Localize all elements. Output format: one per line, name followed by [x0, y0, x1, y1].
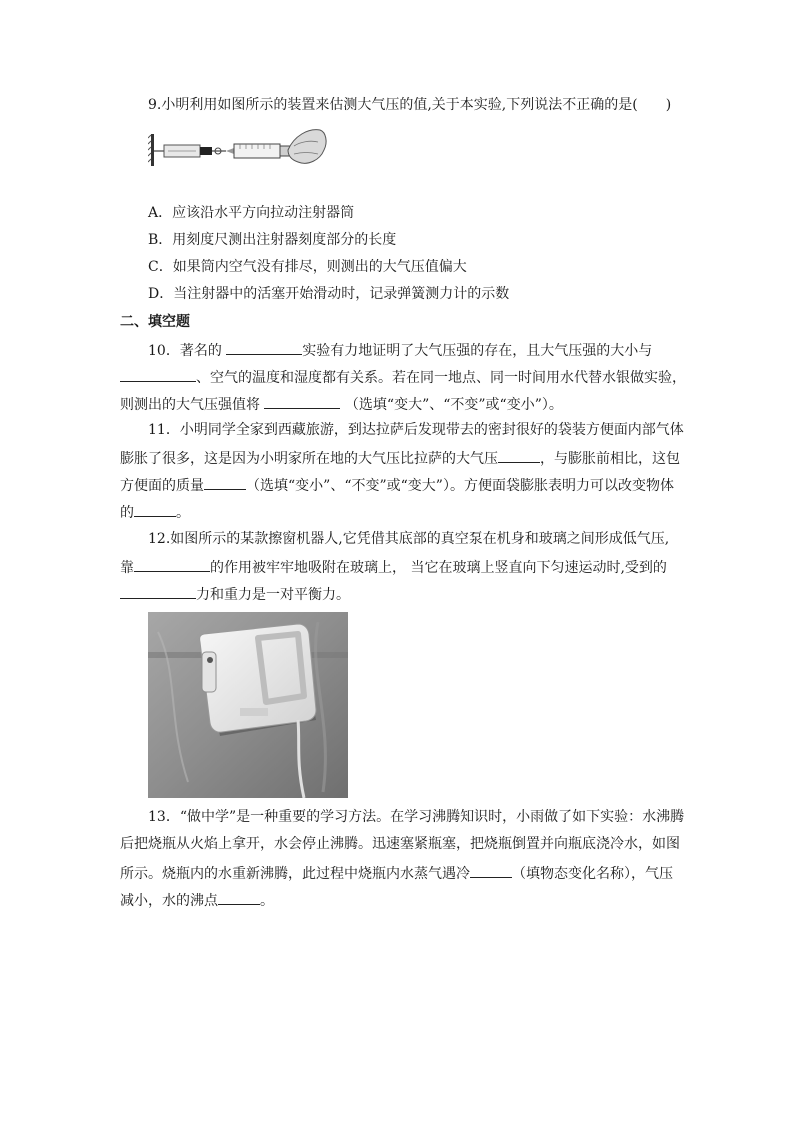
q13-line-2: 后把烧瓶从火焰上拿开，水会停止沸腾。迅速塞紧瓶塞，把烧瓶倒置并向瓶底浇冷水，如图 [120, 836, 680, 852]
answer-blank[interactable] [470, 862, 512, 878]
q13-text: （填物态变化名称），气压 [512, 866, 673, 882]
q12-line-1: 12.如图所示的某款擦窗机器人,它凭借其底部的真空泵在机身和玻璃之间形成低气压, [148, 531, 670, 547]
q10-text: 10．著名的 [148, 343, 222, 359]
q11-text: 方便面的质量 [120, 478, 204, 494]
q10-text: 则测出的大气压强值将 [120, 397, 260, 413]
q10-line-3 [120, 393, 563, 415]
q11-line-2 [120, 447, 680, 469]
answer-blank[interactable] [134, 501, 176, 517]
q12-line-2 [120, 556, 667, 578]
q12-text: 的作用被牢牢地吸附在玻璃上， 当它在玻璃上竖直向下匀速运动时,受到的 [210, 560, 667, 576]
q9-option-b: B．用刻度尺测出注射器刻度部分的长度 [148, 232, 397, 248]
q10-text: 实验有力地证明了大气压强的存在，且大气压强的大小与 [302, 343, 653, 359]
q11-text: （选填“变小”、“不变”或“变大”）。方便面袋膨胀表明力可以改变物体 [246, 478, 674, 494]
q11-line-4 [120, 501, 190, 523]
answer-blank[interactable] [226, 339, 302, 355]
q13-line-4 [120, 889, 274, 911]
q12-line-3 [120, 583, 350, 605]
syringe-apparatus-figure [148, 124, 328, 170]
q11-line-3 [120, 474, 674, 496]
answer-blank[interactable] [498, 447, 540, 463]
q10-text: 、空气的温度和湿度都有关系。若在同一地点、同一时间用水代替水银做实验， [196, 370, 686, 386]
q9-option-d: D．当注射器中的活塞开始滑动时，记录弹簧测力计的示数 [148, 286, 510, 302]
q11-text: 膨胀了很多，这是因为小明家所在地的大气压比拉萨的大气压 [120, 451, 498, 467]
window-cleaning-robot-photo [148, 612, 348, 798]
q13-text: 。 [260, 893, 274, 909]
q9-option-a: A．应该沿水平方向拉动注射器筒 [148, 205, 355, 221]
answer-blank[interactable] [120, 366, 196, 382]
q13-text: 减小，水的沸点 [120, 893, 218, 909]
section-title: 二、填空题 [120, 314, 190, 330]
q13-line-1: 13．“做中学”是一种重要的学习方法。在学习沸腾知识时，小雨做了如下实验：水沸腾 [148, 809, 685, 825]
answer-blank[interactable] [264, 393, 340, 409]
q11-text: 。 [176, 505, 190, 521]
q12-text: 力和重力是一对平衡力。 [196, 587, 350, 603]
answer-blank[interactable] [120, 583, 196, 599]
answer-blank[interactable] [134, 556, 210, 572]
q9-option-c: C．如果筒内空气没有排尽，则测出的大气压值偏大 [148, 259, 467, 275]
answer-blank[interactable] [204, 474, 246, 490]
q12-text: 靠 [120, 560, 134, 576]
q11-text: 的 [120, 505, 134, 521]
q13-line-3 [120, 862, 673, 884]
q10-line-1 [148, 339, 652, 361]
q10-line-2 [120, 366, 686, 388]
answer-blank[interactable] [218, 889, 260, 905]
q9-stem: 9.小明利用如图所示的装置来估测大气压的值,关于本实验,下列说法不正确的是( ) [148, 97, 672, 113]
q11-text: ，与膨胀前相比，这包 [540, 451, 680, 467]
q13-text: 所示。烧瓶内的水重新沸腾，此过程中烧瓶内水蒸气遇冷 [120, 866, 470, 882]
q10-text: （选填“变大”、“不变”或“变小”）。 [344, 397, 563, 413]
q11-line-1: 11．小明同学全家到西藏旅游，到达拉萨后发现带去的密封很好的袋装方便面内部气体 [148, 422, 684, 438]
